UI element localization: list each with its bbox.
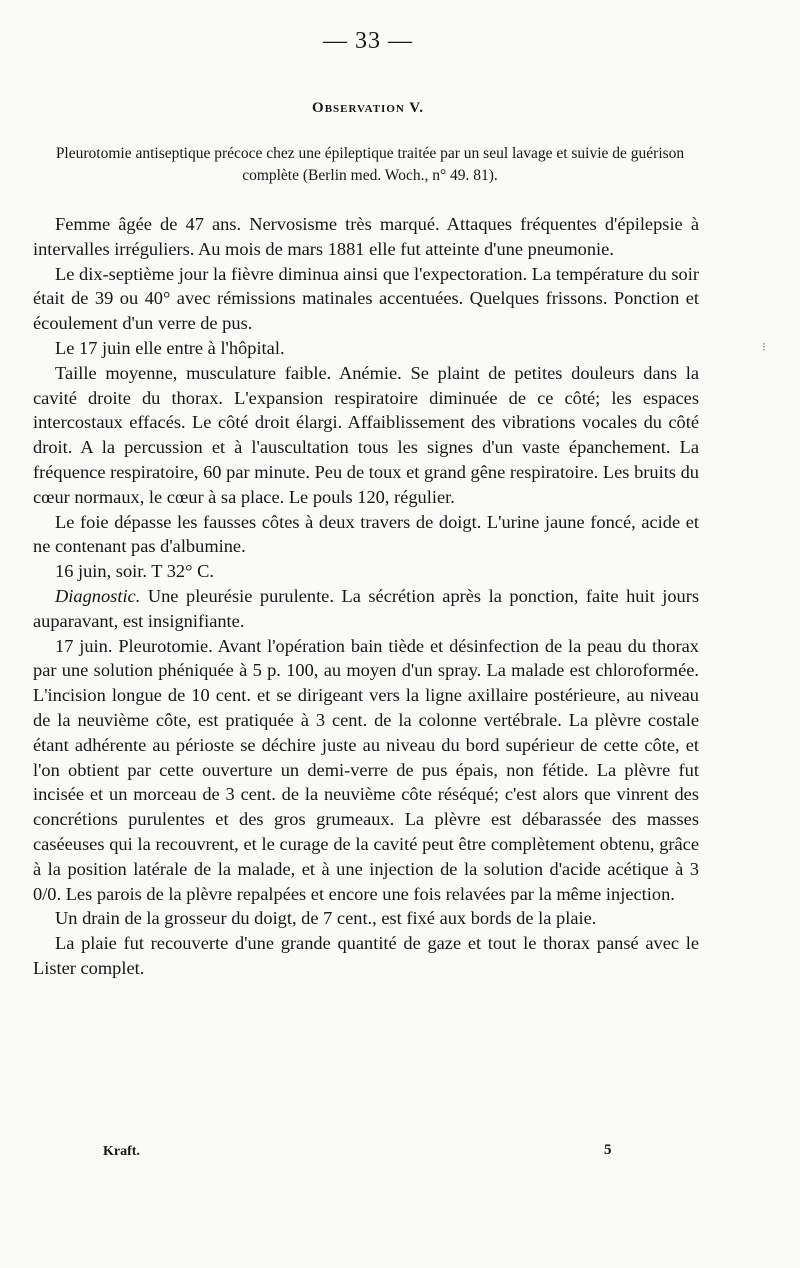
page-number: — 33 — [323,28,413,54]
paragraph-diagnosis [33,584,699,634]
paragraph-operation: 17 juin. Pleurotomie. Avant l'opération bain tiède et désinfection de la peau du thorax par une solution phéniquée à 5 p. 100, au moyen d'un spray. La malade est chloroformée. L'incision longue de 10 cent. et se dirigeant vers la ligne axillaire postérieure, au niveau de la neuvième côte, est pratiquée à 3 cent. de la colonne vertébrale. La plèvre costale étant adhérente au périoste se déchire juste au niveau du bord supérieur de cette côte, et l'on obtient par cette ouverture un demi-verre de pus épais, non fétide. La plèvre fut incisée et un morceau de 3 cent. de la neuvième côte réséqué; c'est alors que vinrent des concrétions purulentes et des gros grumeaux. La plèvre est débarassée des masses caséeuses qui la recouvrent, et le curage de la cavité peut être complètement obtenu, grâce à la position latérale de la malade, et à une injection de la solution d'acide acétique à 3 0/0. Les parois de la plèvre repalpées et encore une fois relavées par la même injection. [33,635,699,904]
paragraph-dressing: La plaie fut recouverte d'une grande quantité de gaze et tout le thorax pansé avec le Lister complet. [33,933,699,978]
diagnosis-label: Diagnostic. [55,585,141,606]
paragraph-drain: Un drain de la grosseur du doigt, de 7 cent., est fixé aux bords de la plaie. [55,908,597,929]
paragraph-liver: Le foie dépasse les fausses côtes à deux travers de doigt. L'urine jaune foncé, acide et ne contenant pas d'albumine. [33,511,699,557]
paragraph-temperature: 16 juin, soir. T 32° C. [55,561,214,582]
paragraph-admission: Le 17 juin elle entre à l'hôpital. [55,337,285,358]
footer-signature: Kraft. [103,1144,140,1159]
observation-body [33,212,699,981]
paragraph-fever: Le dix-septième jour la fièvre diminua ainsi que l'expectoration. La température du soir était de 39 ou 40° avec rémissions matinales accentuées. Quelques frissons. Ponction et écoulement d'un verre de pus. [33,263,699,334]
observation-title: Observation V. [312,100,424,116]
observation-subtitle: Pleurotomie antiseptique précoce chez une épileptique traitée par un seul lavage et suivie de guérison complète (Berlin med. Woch., n° 49. 81). [55,145,685,184]
footer-sheet-number: 5 [604,1142,612,1158]
paragraph-patient: Femme âgée de 47 ans. Nervosisme très marqué. Attaques fréquentes d'épilepsie à intervalles irréguliers. Au mois de mars 1881 elle fut atteinte d'une pneumonie. [33,214,699,259]
paragraph-examination: Taille moyenne, musculature faible. Anémie. Se plaint de petites douleurs dans la cavité droite du thorax. L'expansion respiratoire diminuée de ce côté; les espaces intercostaux effacés. Le côté droit élargi. Affaiblissement des vibrations vocales du côté droit. A la percussion et à l'auscultation tous les signes d'un vaste épanchement. La fréquence respiratoire, 60 par minute. Peu de toux et grand gêne respiratoire. Les bruits du cœur normaux, le cœur à sa place. Le pouls 120, régulier. [33,362,699,507]
diagnosis-text: Une pleurésie purulente. La sécrétion après la ponction, faite huit jours auparavant, est insignifiante. [33,585,699,631]
margin-mark: ⁝ [762,340,766,354]
